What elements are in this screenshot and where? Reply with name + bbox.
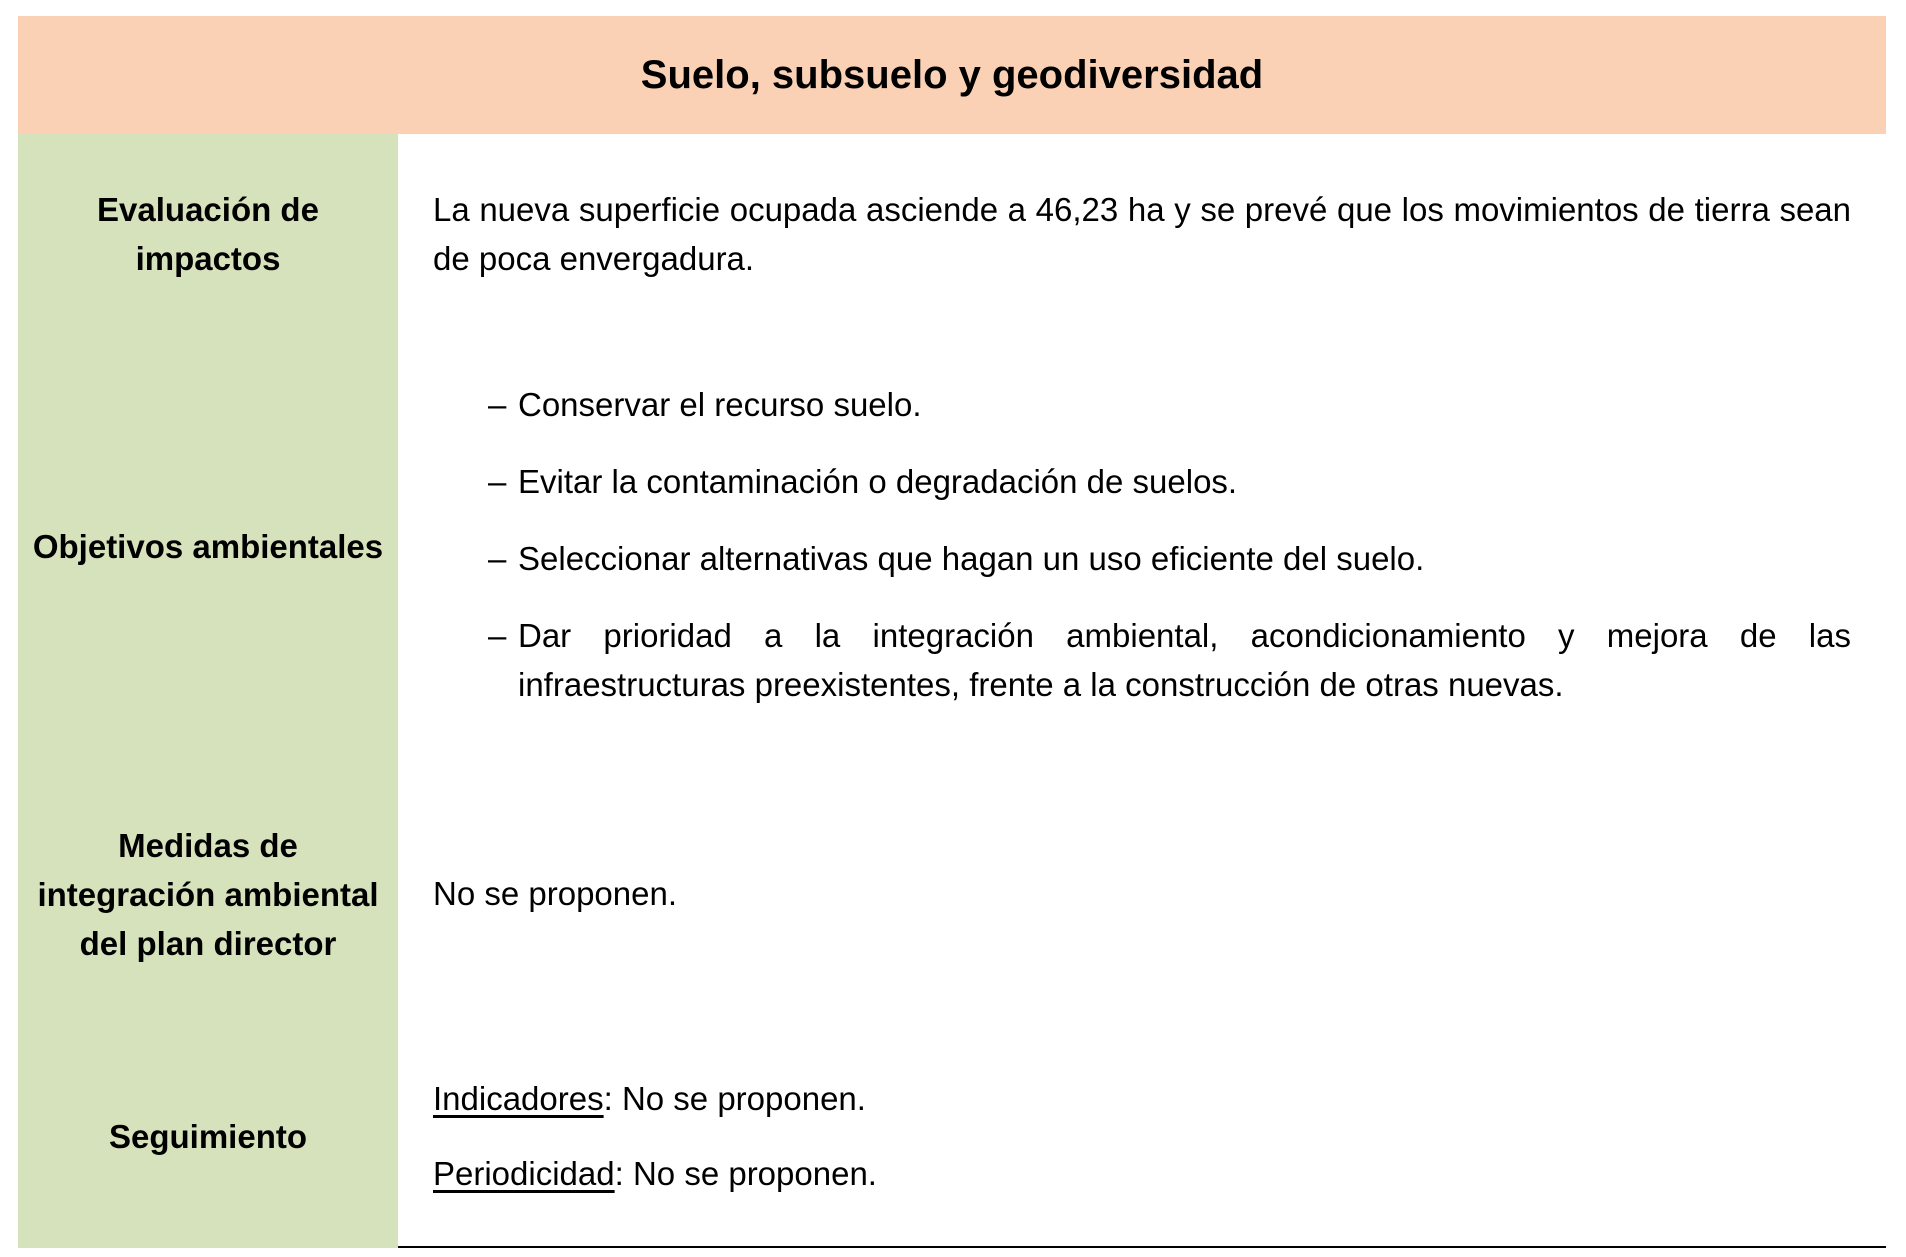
list-item xyxy=(433,611,1851,709)
row-label-seguimiento: Seguimiento xyxy=(108,1117,308,1155)
row-label-medidas: Medidas de integración ambiental del plan director xyxy=(37,826,379,962)
dash-bullet: – xyxy=(488,617,507,654)
summary-table xyxy=(18,16,1886,1248)
table-title: Suelo, subsuelo y geodiversidad xyxy=(18,16,1886,134)
objetivo-text: Conservar el recurso suelo. xyxy=(518,386,922,423)
dash-bullet: – xyxy=(488,540,507,577)
dash-bullet: – xyxy=(488,386,507,423)
indicadores-value: : No se proponen. xyxy=(603,1080,866,1117)
bottom-border xyxy=(398,1246,1886,1248)
objetivo-text: Dar prioridad a la integración ambiental, acondicionamiento y mejora de las infraestructuras preexistentes, frente a la construcción de otras nuevas. xyxy=(518,617,1851,703)
list-item xyxy=(433,457,1851,506)
list-item xyxy=(433,534,1851,583)
seguimiento-periodicidad xyxy=(433,1149,1851,1198)
medidas-text: No se proponen. xyxy=(433,875,678,912)
objetivo-text: Seleccionar alternativas que hagan un uso eficiente del suelo. xyxy=(518,540,1425,577)
objetivos-list xyxy=(433,380,1851,709)
objetivo-text: Evitar la contaminación o degradación de suelos. xyxy=(518,463,1238,500)
dash-bullet: – xyxy=(488,463,507,500)
indicadores-label: Indicadores xyxy=(433,1080,604,1117)
periodicidad-value: : No se proponen. xyxy=(614,1155,877,1192)
periodicidad-label: Periodicidad xyxy=(433,1155,615,1192)
row-label-impactos: Evaluación de impactos xyxy=(97,191,319,277)
impactos-text: La nueva superficie ocupada asciende a 46,23 ha y se prevé que los movimientos de tierra sean de poca envergadura. xyxy=(433,191,1851,277)
seguimiento-indicadores xyxy=(433,1074,1851,1123)
list-item xyxy=(433,380,1851,429)
label-column xyxy=(18,134,398,1248)
row-label-objetivos: Objetivos ambientales xyxy=(32,527,384,565)
